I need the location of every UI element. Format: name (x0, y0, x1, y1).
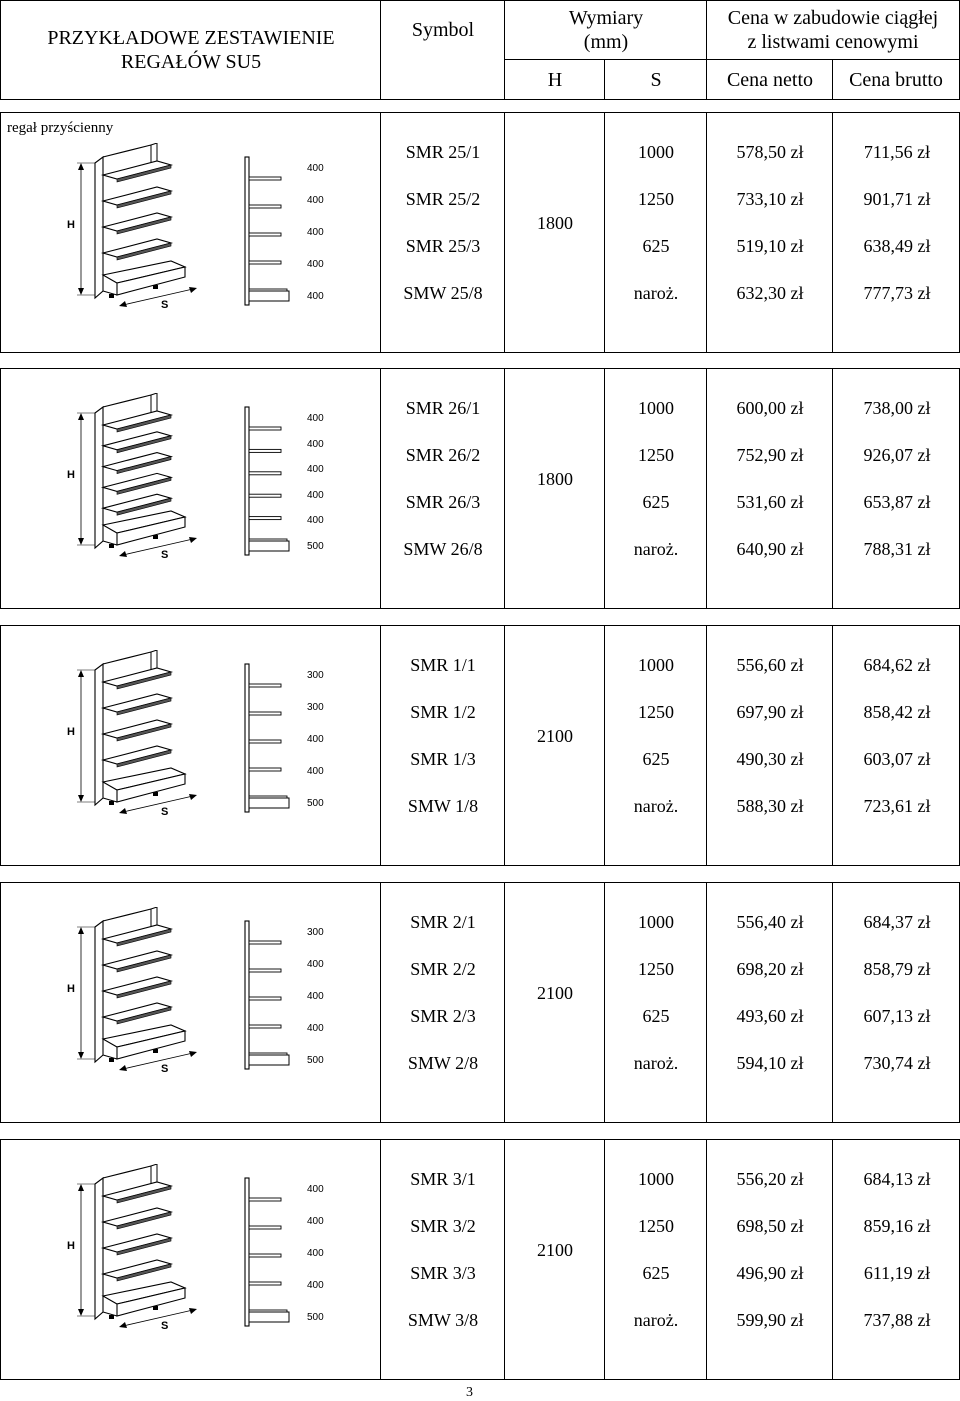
product-symbol: SMR 2/2 (410, 959, 476, 979)
header-dimensions-line2: (mm) (583, 31, 629, 53)
width-value: 625 (642, 1006, 670, 1026)
price-net: 578,50 zł (736, 142, 804, 162)
dimension-s-label: S (161, 549, 169, 561)
header-col-net (707, 60, 833, 100)
dimension-h-label: H (67, 1240, 75, 1252)
divider (380, 1, 381, 100)
product-symbol: SMR 26/1 (405, 398, 481, 418)
price-gross: 711,56 zł (863, 142, 931, 162)
price-net: 556,60 zł (736, 655, 804, 675)
shelf-spacing-label: 500 (307, 1312, 324, 1323)
width-value: 1000 (638, 1169, 674, 1189)
header-price-line1: Cena w zabudowie ciągłej (727, 7, 939, 29)
price-gross: 723,61 zł (863, 796, 931, 816)
price-net: 519,10 zł (736, 236, 804, 256)
table-title-line2: REGAŁÓW SU5 (120, 51, 262, 73)
width-value: 1000 (638, 912, 674, 932)
product-symbol: SMR 25/2 (405, 189, 481, 209)
shelf-diagram (53, 1164, 343, 1354)
width-value: naroż. (633, 1310, 679, 1330)
dimension-h-label: H (67, 219, 75, 231)
header-price (707, 1, 959, 59)
shelf-spacing-label: 400 (307, 1216, 324, 1227)
price-gross: 738,00 zł (863, 398, 931, 418)
width-value: 1250 (638, 702, 674, 722)
shelf-spacing-label: 400 (307, 464, 324, 475)
header-dimensions-line1: Wymiary (568, 7, 644, 29)
width-value: naroż. (633, 283, 679, 303)
price-net: 632,30 zł (736, 283, 804, 303)
width-value: naroż. (633, 796, 679, 816)
width-value: 1000 (638, 142, 674, 162)
shelf-illustration (53, 1164, 343, 1354)
header-col-h (505, 60, 605, 100)
shelf-spacing-label: 400 (307, 991, 324, 1002)
dimension-h-label: H (67, 469, 75, 481)
price-gross: 653,87 zł (863, 492, 931, 512)
shelf-spacing-label: 400 (307, 439, 324, 450)
shelf-spacing-label: 400 (307, 413, 324, 424)
width-value: 625 (642, 492, 670, 512)
shelf-spacing-label: 400 (307, 195, 324, 206)
divider (504, 1, 505, 100)
product-symbol: SMW 25/8 (403, 283, 483, 303)
divider (706, 1, 707, 100)
product-symbol: SMR 25/1 (405, 142, 481, 162)
header-col-s-label: S (650, 69, 662, 91)
header-symbol-label: Symbol (411, 19, 475, 41)
header-col-gross-label: Cena brutto (849, 69, 943, 91)
price-gross: 858,42 zł (863, 702, 931, 722)
product-symbol: SMW 1/8 (407, 796, 479, 816)
price-net: 599,90 zł (736, 1310, 804, 1330)
price-gross: 926,07 zł (863, 445, 931, 465)
product-symbol: SMW 26/8 (403, 539, 483, 559)
shelf-illustration (53, 393, 343, 583)
divider (832, 59, 833, 100)
shelf-spacing-label: 300 (307, 927, 324, 938)
product-block (0, 368, 960, 609)
shelf-spacing-label: 300 (307, 670, 324, 681)
price-gross: 730,74 zł (863, 1053, 931, 1073)
product-symbol: SMR 1/1 (410, 655, 476, 675)
width-value: 1250 (638, 445, 674, 465)
shelf-spacing-label: 400 (307, 766, 324, 777)
shelf-spacing-label: 400 (307, 1023, 324, 1034)
page-number: 3 (466, 1385, 473, 1400)
price-net: 698,20 zł (736, 959, 804, 979)
shelf-spacing-label: 300 (307, 702, 324, 713)
shelf-spacing-label: 400 (307, 1280, 324, 1291)
product-symbol: SMR 1/2 (410, 702, 476, 722)
price-net: 640,90 zł (736, 539, 804, 559)
shelf-diagram (53, 393, 343, 583)
product-symbol: SMW 3/8 (407, 1310, 479, 1330)
product-symbol: SMR 25/3 (405, 236, 481, 256)
price-net: 594,10 zł (736, 1053, 804, 1073)
price-net: 698,50 zł (736, 1216, 804, 1236)
product-symbol: SMR 3/3 (410, 1263, 476, 1283)
header-col-gross (833, 60, 959, 100)
price-gross: 788,31 zł (863, 539, 931, 559)
price-net: 490,30 zł (736, 749, 804, 769)
header-col-s (605, 60, 707, 100)
price-gross: 611,19 zł (863, 1263, 931, 1283)
product-symbol: SMR 2/1 (410, 912, 476, 932)
price-net: 752,90 zł (736, 445, 804, 465)
product-symbol: SMR 2/3 (410, 1006, 476, 1026)
shelf-spacing-label: 400 (307, 490, 324, 501)
price-gross: 603,07 zł (863, 749, 931, 769)
divider (504, 59, 960, 60)
header-price-line2: z listwami cenowymi (747, 31, 919, 53)
shelf-spacing-label: 500 (307, 541, 324, 552)
product-symbol: SMR 26/3 (405, 492, 481, 512)
product-block (0, 882, 960, 1123)
header-dimensions (505, 1, 707, 59)
price-gross: 684,13 zł (863, 1169, 931, 1189)
height-value: 1800 (537, 212, 573, 233)
price-net: 493,60 zł (736, 1006, 804, 1026)
shelf-illustration (53, 907, 343, 1097)
shelf-illustration (53, 143, 343, 333)
dimension-s-label: S (161, 299, 169, 311)
category-label: regał przyścienny (7, 120, 114, 136)
price-net: 697,90 zł (736, 702, 804, 722)
shelf-diagram (53, 143, 343, 333)
product-symbol: SMR 26/2 (405, 445, 481, 465)
product-symbol: SMR 1/3 (410, 749, 476, 769)
product-symbol: SMW 2/8 (407, 1053, 479, 1073)
price-gross: 607,13 zł (863, 1006, 931, 1026)
height-value: 2100 (537, 1239, 573, 1260)
shelf-spacing-label: 400 (307, 227, 324, 238)
shelf-spacing-label: 500 (307, 1055, 324, 1066)
width-value: 625 (642, 1263, 670, 1283)
product-block (0, 112, 960, 353)
width-value: 1250 (638, 959, 674, 979)
height-value: 1800 (537, 468, 573, 489)
shelf-spacing-label: 400 (307, 291, 324, 302)
price-gross: 777,73 zł (863, 283, 931, 303)
table-header (0, 0, 960, 100)
price-net: 556,20 zł (736, 1169, 804, 1189)
price-gross: 737,88 zł (863, 1310, 931, 1330)
price-net: 496,90 zł (736, 1263, 804, 1283)
dimension-s-label: S (161, 1063, 169, 1075)
shelf-spacing-label: 400 (307, 163, 324, 174)
price-gross: 684,37 zł (863, 912, 931, 932)
header-symbol (381, 1, 505, 59)
price-gross: 858,79 zł (863, 959, 931, 979)
width-value: 1250 (638, 189, 674, 209)
price-net: 588,30 zł (736, 796, 804, 816)
product-block (0, 1139, 960, 1380)
shelf-spacing-label: 400 (307, 1184, 324, 1195)
dimension-h-label: H (67, 983, 75, 995)
price-gross: 901,71 zł (863, 189, 931, 209)
width-value: 1000 (638, 655, 674, 675)
product-symbol: SMR 3/1 (410, 1169, 476, 1189)
divider (604, 59, 605, 100)
table-title (1, 1, 381, 99)
price-gross: 859,16 zł (863, 1216, 931, 1236)
height-value: 2100 (537, 725, 573, 746)
shelf-diagram (53, 907, 343, 1097)
width-value: naroż. (633, 539, 679, 559)
table-title-line1: PRZYKŁADOWE ZESTAWIENIE (47, 27, 335, 49)
shelf-spacing-label: 400 (307, 959, 324, 970)
header-col-h-label: H (547, 69, 563, 91)
price-net: 600,00 zł (736, 398, 804, 418)
dimension-h-label: H (67, 726, 75, 738)
dimension-s-label: S (161, 1320, 169, 1332)
shelf-illustration (53, 650, 343, 840)
price-gross: 638,49 zł (863, 236, 931, 256)
dimension-s-label: S (161, 806, 169, 818)
shelf-spacing-label: 400 (307, 734, 324, 745)
width-value: 1250 (638, 1216, 674, 1236)
price-gross: 684,62 zł (863, 655, 931, 675)
shelf-spacing-label: 400 (307, 1248, 324, 1259)
shelf-spacing-label: 400 (307, 515, 324, 526)
shelf-spacing-label: 400 (307, 259, 324, 270)
width-value: 625 (642, 236, 670, 256)
product-symbol: SMR 3/2 (410, 1216, 476, 1236)
price-net: 531,60 zł (736, 492, 804, 512)
shelf-spacing-label: 500 (307, 798, 324, 809)
shelf-diagram (53, 650, 343, 840)
price-net: 556,40 zł (736, 912, 804, 932)
product-block (0, 625, 960, 866)
price-net: 733,10 zł (736, 189, 804, 209)
width-value: naroż. (633, 1053, 679, 1073)
width-value: 625 (642, 749, 670, 769)
header-col-net-label: Cena netto (726, 69, 814, 91)
width-value: 1000 (638, 398, 674, 418)
height-value: 2100 (537, 982, 573, 1003)
